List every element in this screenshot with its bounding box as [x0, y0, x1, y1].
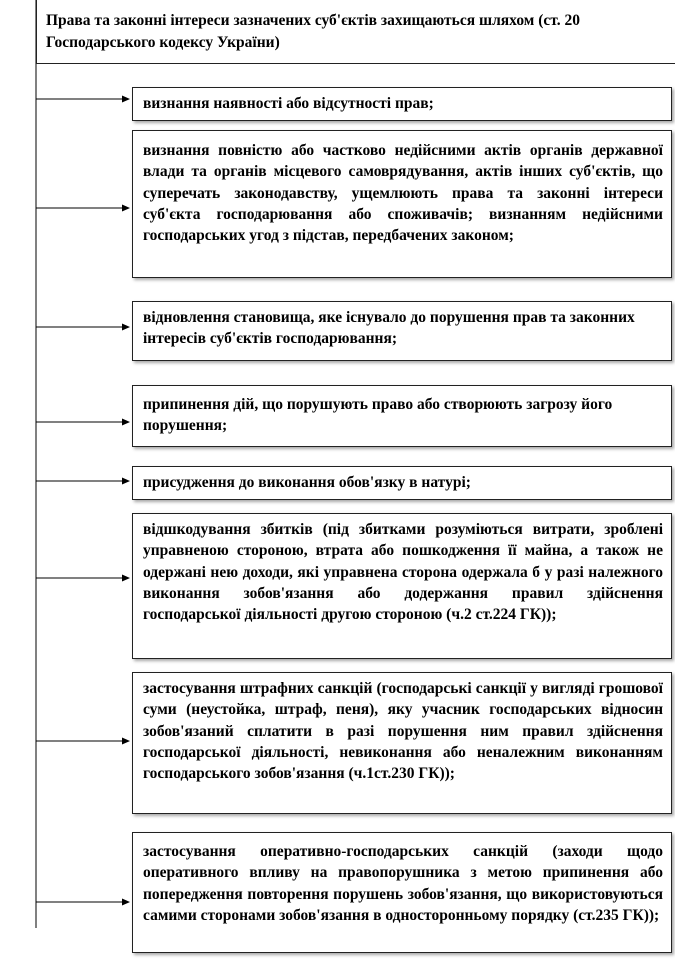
item-box-1: визнання наявності або відсутності прав; — [132, 87, 672, 121]
item-box-3: відновлення становища, яке існувало до порушення прав та законних інтересів суб'єктів господарювання; — [132, 301, 672, 361]
item-box-6: відшкодування збитків (під збитками розуміються витрати, зроблені управненою стороною, втрата або пошкодження її майна, а також не одержані нею доходи, які управнена сторона одержала б у разі належного виконання зобов'язання або додержання правил здійснення господарської діяльності другою стороною (ч.2 ст.224 ГК)); — [132, 513, 672, 659]
item-box-8: застосування оперативно-господарських санкцій (заходи щодо оперативного впливу на правопорушника з метою припинення або попередження повторення порушень зобов'язання, що використовуються самими сторонами зобов'язання в односторонньому порядку (ст.235 ГК)); — [132, 832, 672, 953]
diagram-title: Права та законні інтереси зазначених суб'єктів захищаються шляхом (ст. 20 Господарського кодексу України) — [36, 0, 675, 64]
item-box-2: визнання повністю або частково недійсними актів органів державної влади та органів місцевого самоврядування, актів інших суб'єктів, що суперечать законодавству, ущемлюють права та законні інтереси суб'єкта господарювання або споживачів; визнанням недійсними господарських угод з підстав, передбачених законом; — [132, 130, 672, 278]
item-box-5: присудження до виконання обов'язку в натурі; — [132, 466, 672, 500]
item-box-7: застосування штрафних санкцій (господарські санкції у вигляді грошової суми (неустойка, штраф, пеня), яку учасник господарських відносин зобов'язаний сплатити в разі порушення ним правил здійснення господарської діяльності, невиконання або неналежним виконанням господарського зобов'язання (ч.1ст.230 ГК)); — [132, 672, 672, 814]
item-box-4: припинення дій, що порушують право або створюють загрозу його порушення; — [132, 385, 672, 447]
